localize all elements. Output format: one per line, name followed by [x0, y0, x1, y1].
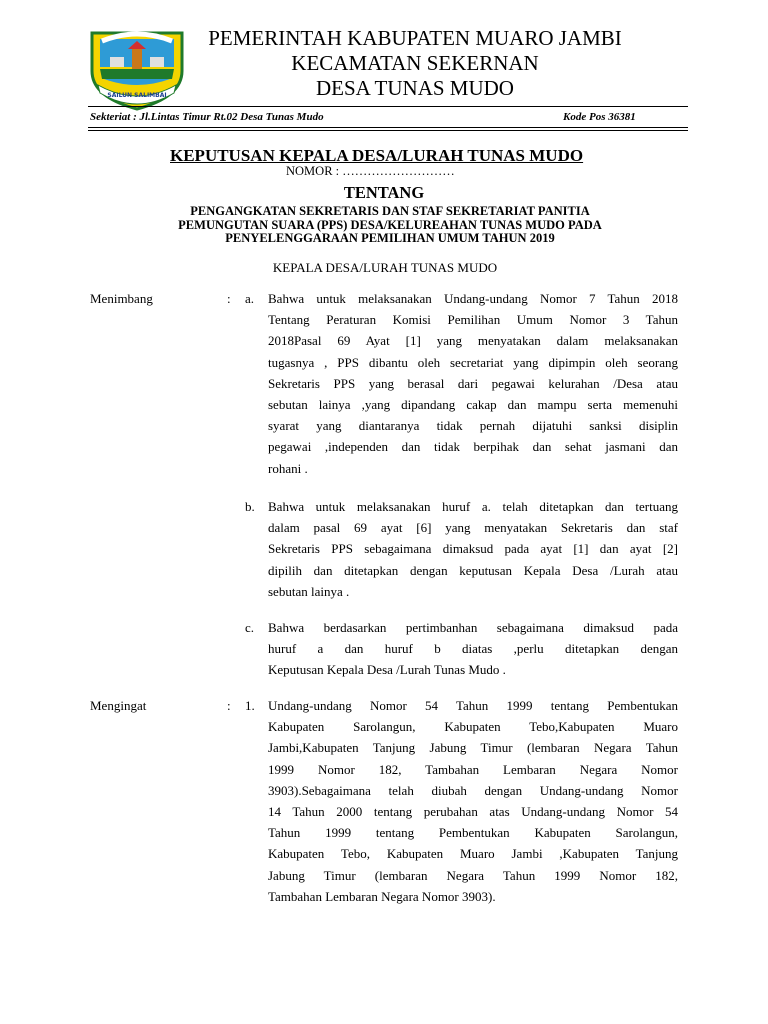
legal-basis-1-text [268, 695, 678, 907]
mengingat-label: Mengingat [90, 698, 147, 713]
postal-code: Kode Pos 36381 [563, 111, 636, 123]
letterhead-divider-bottom [88, 127, 688, 128]
text-line: 1999 Nomor 182, Tambahan Lembaran Negara Nomor [268, 761, 678, 777]
text-line: sebutan lainya ,yang dipandang cakap dan mampu serta memenuhi [268, 396, 678, 412]
consideration-b-marker: b. [245, 499, 255, 514]
text-line: Jambi,Kabupaten Tanjung Jabung Timur (lembaran Negara Tahun [268, 740, 678, 756]
text-line: Tahun 1999 tentang Pembentukan Kabupaten Sarolangun, [268, 825, 678, 841]
subject-line: PEMUNGUTAN SUARA (PPS) DESA/KELUREAHAN TUNAS MUDO PADA [178, 217, 602, 232]
letterhead-divider-top [88, 106, 688, 107]
mengingat-colon: : [227, 698, 231, 713]
text-line: rohani . [268, 460, 308, 476]
text-line: pegawai ,independen dan tidak berpihak dan sehat jasmani dan [268, 439, 678, 455]
subject-line: PENGANGKATAN SEKRETARIS DAN STAF SEKRETARIAT PANITIA [190, 204, 590, 218]
menimbang-colon: : [227, 291, 231, 306]
secretariat-address: Sekteriat : Jl.Lintas Timur Rt.02 Desa Tunas Mudo [90, 111, 324, 123]
text-line: Bahwa berdasarkan pertimbanhan sebagaimana dimaksud pada [268, 620, 678, 635]
legal-basis-1-marker: 1. [245, 698, 255, 713]
consideration-a-text [268, 288, 678, 479]
text-line: Kabupaten Tebo, Kabupaten Muaro Jambi ,Kabupaten Tanjung [268, 846, 678, 862]
text-line: tugasnya , PPS dibantu oleh secretariat yang dipimpin oleh seorang [268, 354, 678, 370]
svg-text:SAILUN SALIMBAI: SAILUN SALIMBAI [107, 92, 167, 99]
text-line: dalam pasal 69 ayat [6] yang menyatakan Sekretaris dan staf [268, 520, 678, 536]
letterhead-divider-bottom-thin [88, 130, 688, 131]
consideration-a-marker: a. [245, 291, 255, 306]
consideration-c-marker: c. [245, 620, 255, 635]
text-line: Keputusan Kepala Desa /Lurah Tunas Mudo . [268, 662, 506, 678]
subject-line: PENYELENGGARAAN PEMILIHAN UMUM TAHUN 2019 [225, 231, 555, 245]
consideration-b-text [268, 496, 678, 602]
regency-logo [88, 27, 186, 111]
text-line: syarat yang diantaranya tidak pernah dijatuhi sanksi disiplin [268, 418, 678, 434]
text-line: sebutan lainya . [268, 583, 350, 599]
menimbang-label: Menimbang [90, 291, 153, 306]
text-line: Kabupaten Sarolangun, Kabupaten Tebo,Kabupaten Muaro [268, 719, 678, 735]
text-line: huruf a dan huruf b diatas ,perlu ditetapkan dengan [268, 641, 678, 657]
text-line: Tambahan Lembaran Negara Nomor 3903). [268, 888, 496, 904]
text-line: dipilih dan ditetapkan dengan keputusan Kepala Desa /Lurah atau [268, 562, 678, 578]
text-line: Bahwa untuk melaksanakan Undang-undang Nomor 7 Tahun 2018 [268, 291, 678, 306]
text-line: Sekretaris PPS yang berasal dari pegawai kelurahan /Desa atau [268, 375, 678, 391]
text-line: Tentang Peraturan Komisi Pemilihan Umum Nomor 3 Tahun [268, 312, 678, 328]
text-line: Sekretaris PPS sebagaimana dimaksud pada ayat [1] dan ayat [2] [268, 541, 678, 557]
text-line: Undang-undang Nomor 54 Tahun 1999 tentang Pembentukan [268, 698, 678, 713]
decision-number: NOMOR : ……………………… [286, 164, 455, 178]
text-line: 14 Tahun 2000 tentang perubahan atas Undang-undang Nomor 54 [268, 803, 678, 819]
decision-subject [120, 205, 660, 246]
letterhead-village: DESA TUNAS MUDO [316, 76, 514, 100]
issuer-heading: KEPALA DESA/LURAH TUNAS MUDO [272, 260, 498, 275]
text-line: Jabung Timur (lembaran Negara Tahun 1999 Nomor 182, [268, 867, 678, 883]
consideration-c-text [268, 617, 678, 681]
text-line: 3903).Sebagaimana telah diubah dengan Undang-undang Nomor [268, 782, 678, 798]
letterhead-district: KECAMATAN SEKERNAN [291, 51, 539, 75]
text-line: 2018Pasal 69 Ayat [1] yang menyatakan dalam melaksanakan [268, 333, 678, 349]
decision-title: KEPUTUSAN KEPALA DESA/LURAH TUNAS MUDO [170, 146, 584, 165]
letterhead-government: PEMERINTAH KABUPATEN MUARO JAMBI [208, 26, 622, 50]
about-heading: TENTANG [343, 183, 425, 202]
text-line: Bahwa untuk melaksanakan huruf a. telah ditetapkan dan tertuang [268, 499, 678, 514]
